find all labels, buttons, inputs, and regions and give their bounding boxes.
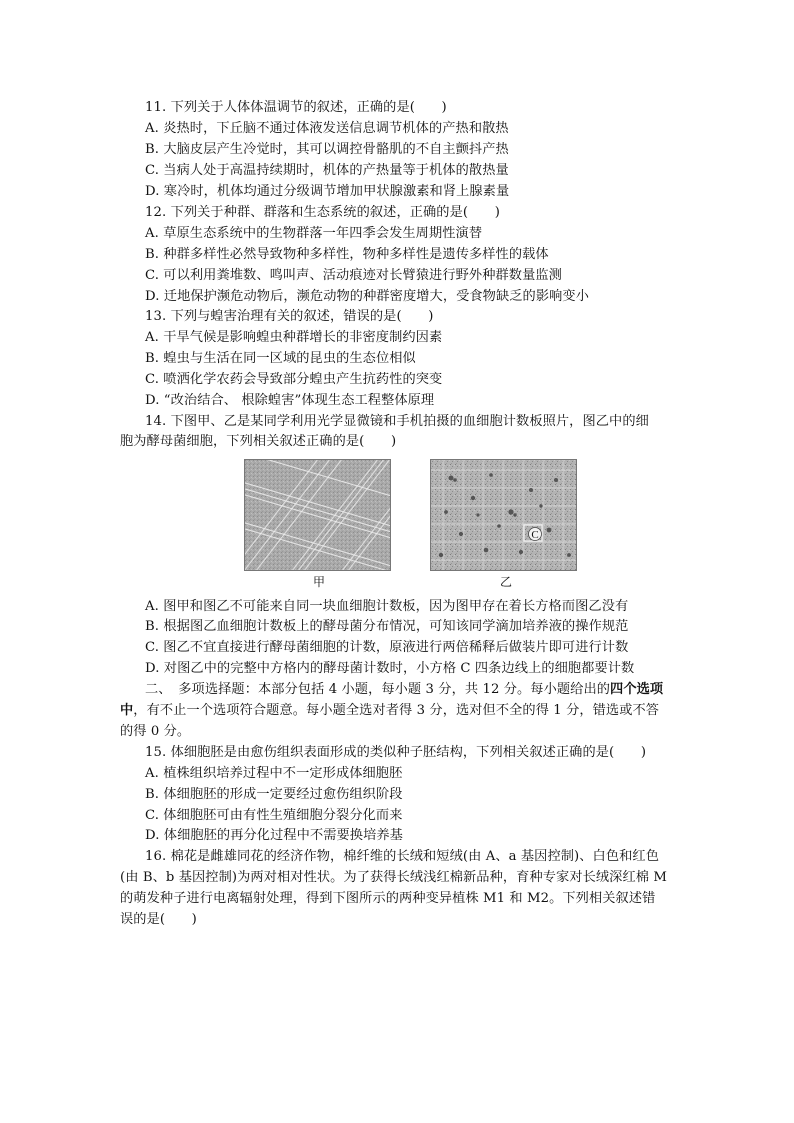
question-12-option-a: A. 草原生态系统中的生物群落一年四季会发生周期性演替 (145, 226, 483, 241)
question-14-option-b: B. 根据图乙血细胞计数板上的酵母菌分布情况，可知该同学滴加培养液的操作规范 (145, 619, 629, 634)
question-13-stem: 13. 下列与蝗害治理有关的叙述，错误的是( ) (145, 309, 434, 324)
question-13-option-c: C. 喷洒化学农药会导致部分蝗虫产生抗药性的突变 (145, 372, 443, 387)
question-15-option-a: A. 植株组织培养过程中不一定形成体细胞胚 (145, 766, 403, 781)
question-16-stem-line-3: 的萌发种子进行电离辐射处理，得到下图所示的两种变异植株 M1 和 M2。下列相关叙述错 (120, 891, 656, 906)
hemocytometer-grid-image-yi (431, 460, 576, 570)
question-15-option-d: D. 体细胞胚的再分化过程中不需要换培养基 (145, 828, 403, 843)
section-2-text-b: ，有不止一个选项符合题意。每小题全选对者得 3 分，选对但不全的得 1 分，错选或不答 (133, 703, 660, 718)
section-2-instructions-line-1 (145, 680, 663, 700)
figure-yi-hemocytometer-photo (430, 459, 577, 571)
question-14-option-a: A. 图甲和图乙不可能来自同一块血细胞计数板，因为图甲存在着长方格而图乙没有 (145, 599, 629, 614)
question-11-option-a: A. 炎热时，下丘脑不通过体液发送信息调节机体的产热和散热 (145, 121, 509, 136)
hemocytometer-grid-image-jia (245, 460, 390, 570)
question-12-stem: 12. 下列关于种群、群落和生态系统的叙述，正确的是( ) (145, 205, 500, 220)
section-2-emphasis-a: 四个选项 (610, 682, 664, 697)
question-13-option-a: A. 干旱气候是影响蝗虫种群增长的非密度制约因素 (145, 330, 443, 345)
question-16-stem-line-1: 16. 棉花是雌雄同花的经济作物，棉纤维的长绒和短绒(由 A、a 基因控制)、白色和红色 (145, 849, 659, 864)
question-14-stem-line-2: 胞为酵母菌细胞，下列相关叙述正确的是( ) (120, 434, 397, 449)
question-15-option-b: B. 体细胞胚的形成一定要经过愈伤组织阶段 (145, 787, 403, 802)
square-c-label: C (531, 529, 539, 541)
figure-jia-hemocytometer-photo (244, 459, 391, 571)
section-2-text-a: 二、 多项选择题：本部分包括 4 小题，每小题 3 分，共 12 分。每小题给出的 (145, 682, 611, 697)
section-2-instructions-line-2 (120, 701, 659, 721)
question-11-option-b: B. 大脑皮层产生冷觉时，其可以调控骨骼肌的不自主颤抖产热 (145, 142, 509, 157)
question-16-stem-line-2: (由 B、b 基因控制)为两对相对性状。为了获得长绒浅红棉新品种，育种专家对长绒深红棉 M (120, 870, 667, 885)
question-13-option-d: D. “改治结合、 根除蝗害”体现生态工程整体原理 (145, 393, 435, 408)
question-12-option-b: B. 种群多样性必然导致物种多样性，物种多样性是遗传多样性的载体 (145, 247, 549, 262)
question-15-stem: 15. 体细胞胚是由愈伤组织表面形成的类似种子胚结构，下列相关叙述正确的是( ) (145, 745, 647, 760)
question-16-stem-line-4: 误的是( ) (120, 912, 197, 927)
figure-yi-caption: 乙 (500, 575, 513, 589)
question-12-option-c: C. 可以利用粪堆数、鸣叫声、活动痕迹对长臂猿进行野外种群数量监测 (145, 268, 562, 283)
question-12-option-d: D. 迁地保护濒危动物后，濒危动物的种群密度增大，受食物缺乏的影响变小 (145, 289, 589, 304)
question-14-option-d: D. 对图乙中的完整中方格内的酵母菌计数时，小方格 C 四条边线上的细胞都要计数 (145, 661, 635, 676)
question-13-option-b: B. 蝗虫与生活在同一区域的昆虫的生态位相似 (145, 351, 416, 366)
question-14-stem-line-1: 14. 下图甲、乙是某同学利用光学显微镜和手机拍摄的血细胞计数板照片，图乙中的细 (145, 414, 649, 429)
question-11-option-c: C. 当病人处于高温持续期时，机体的产热量等于机体的散热量 (145, 163, 509, 178)
question-15-option-c: C. 体细胞胚可由有性生殖细胞分裂分化而来 (145, 808, 403, 823)
question-11-option-d: D. 寒冷时，机体均通过分级调节增加甲状腺激素和肾上腺素量 (145, 184, 510, 199)
question-14-option-c: C. 图乙不宜直接进行酵母菌细胞的计数，原液进行两倍稀释后做装片即可进行计数 (145, 640, 629, 655)
section-2-emphasis-b: 中 (120, 703, 134, 718)
section-2-instructions-line-3: 的得 0 分。 (120, 724, 191, 739)
question-11-stem: 11. 下列关于人体体温调节的叙述，正确的是( ) (145, 100, 447, 115)
figure-jia-caption: 甲 (313, 575, 326, 589)
